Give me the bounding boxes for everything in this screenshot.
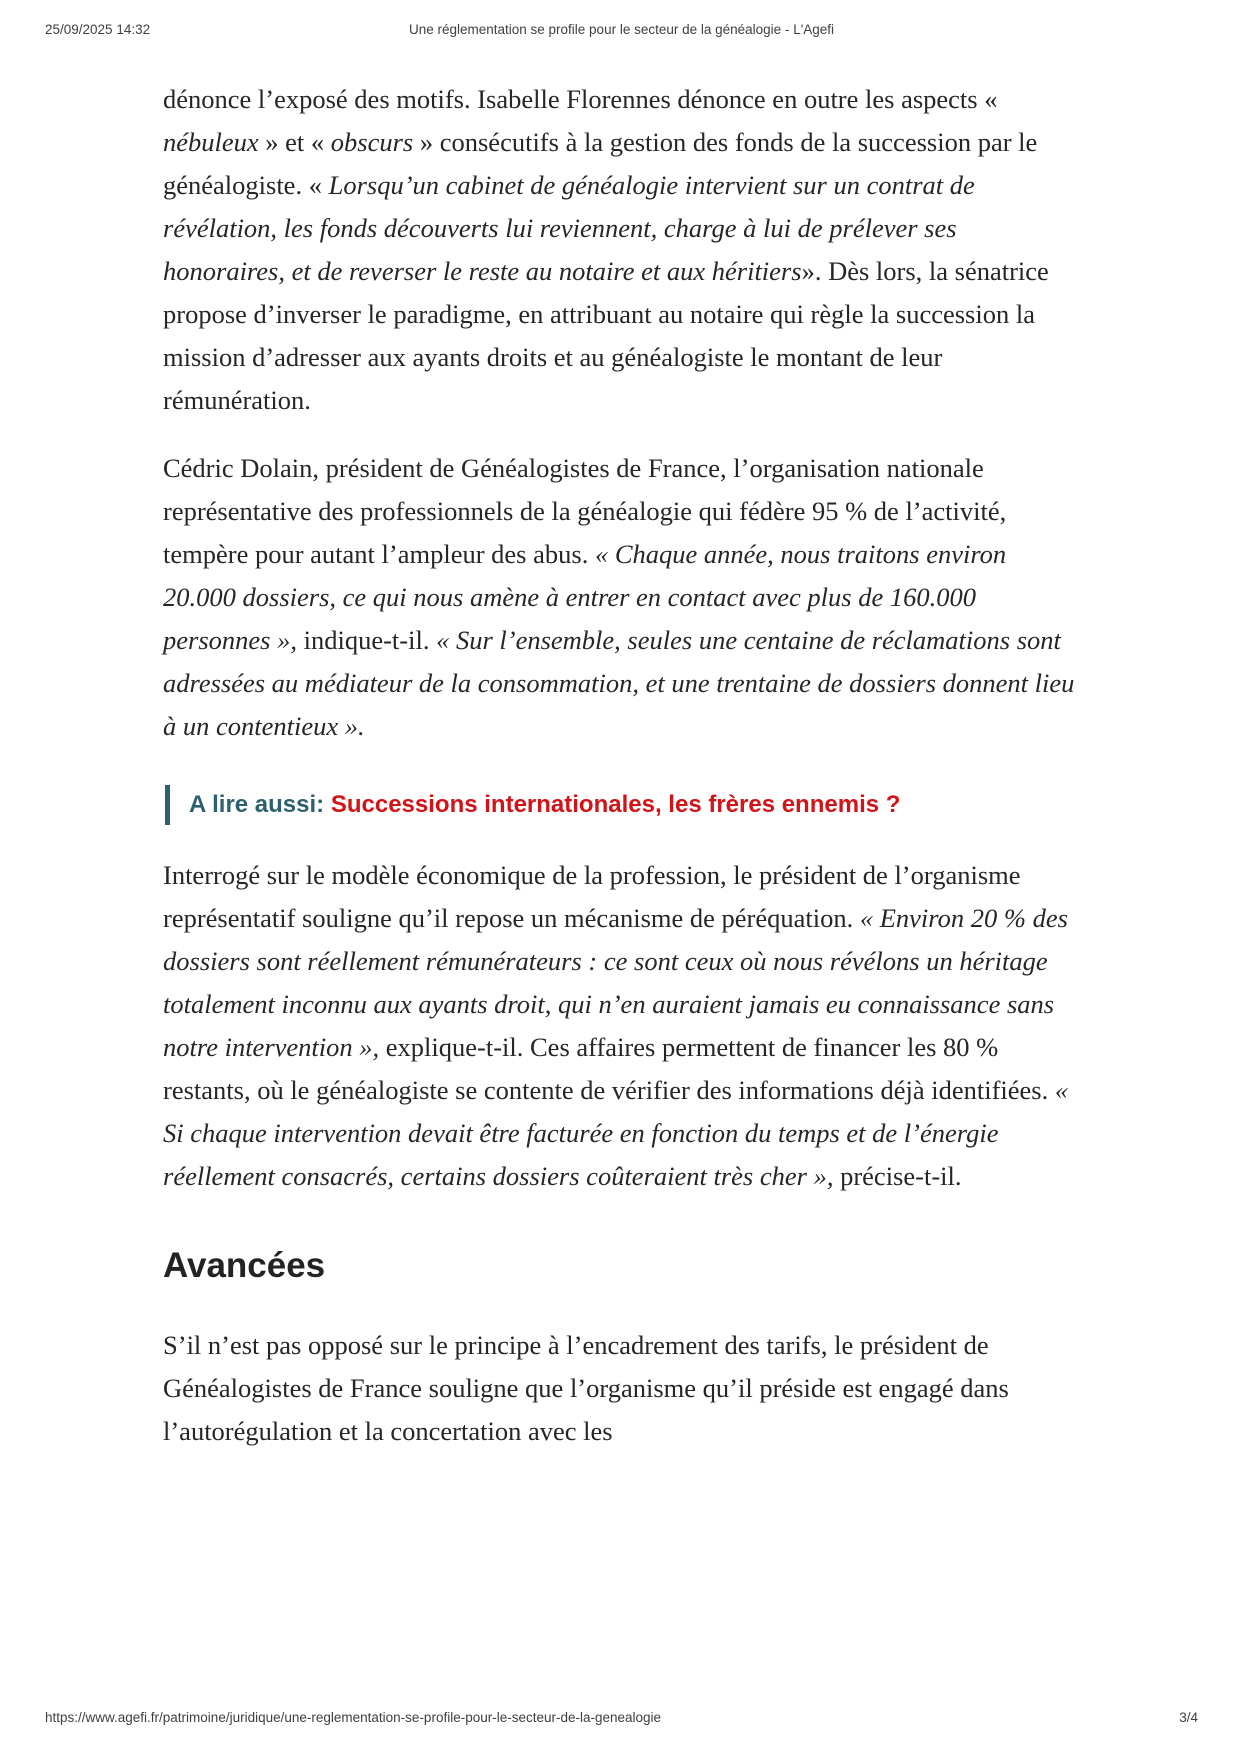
paragraph bbox=[163, 854, 1083, 1198]
paragraph-quote-italic: Lorsqu’un cabinet de généalogie intervient sur un contrat de révélation, les fonds découverts lui reviennent, charge à lui de prélever ses honoraires, et de reverser le reste au notaire et aux héritiers bbox=[163, 170, 975, 286]
print-url: https://www.agefi.fr/patrimoine/juridique/une-reglementation-se-profile-pour-le-secteur-de-la-genealogie bbox=[45, 1710, 662, 1725]
paragraph-text: » et « bbox=[258, 127, 331, 157]
paragraph bbox=[163, 78, 1083, 422]
paragraph-text: Cédric Dolain, président de Généalogistes de France, l’organisation nationale représentative des professionnels de la généalogie qui fédère 95 % de l’activité, tempère pour autant l’ampleur des abus. bbox=[163, 453, 1007, 569]
paragraph-quote-italic: « Chaque année, nous traitons environ 20.000 dossiers, ce qui nous amène à entrer en contact avec plus de 160.000 personnes », bbox=[163, 539, 1007, 655]
paragraph bbox=[163, 1324, 1083, 1453]
section-heading: Avancées bbox=[163, 1246, 326, 1285]
print-datetime: 25/09/2025 14:32 bbox=[45, 22, 151, 37]
paragraph-text: S’il n’est pas opposé sur le principe à l’encadrement des tarifs, le président de Généalogistes de France souligne que l’organisme qu’il préside est engagé dans l’autorégulation et la concertation avec les bbox=[163, 1330, 1009, 1446]
callout-link[interactable]: Successions internationales, les frères ennemis ? bbox=[330, 791, 901, 818]
paragraph-text: indique-t-il. bbox=[303, 625, 437, 655]
article-body bbox=[163, 78, 1083, 1478]
paragraph-text: ». Dès lors, la sénatrice propose d’inverser le paradigme, en attribuant au notaire qui règle la succession la mission d’adresser aux ayants droits et au généalogiste le montant de leur rémunération. bbox=[163, 256, 1049, 415]
print-header bbox=[45, 22, 1198, 42]
paragraph bbox=[163, 447, 1083, 748]
related-link-callout bbox=[165, 785, 1083, 825]
callout-label: A lire aussi: bbox=[189, 791, 325, 818]
paragraph-text: » consécutifs à la gestion des fonds de la succession par le généalogiste. « bbox=[163, 127, 1038, 200]
paragraph-text: précise-t-il. bbox=[840, 1161, 962, 1191]
print-page-number: 3/4 bbox=[1179, 1710, 1198, 1725]
paragraph-text-italic: obscurs bbox=[330, 127, 414, 157]
print-doc-title: Une réglementation se profile pour le secteur de la généalogie - L'Agefi bbox=[408, 22, 835, 37]
paragraph-text: explique-t-il. Ces affaires permettent de financer les 80 % restants, où le généalogiste se contente de vérifier des informations déjà identifiées. bbox=[163, 1032, 1055, 1105]
paragraph-quote-italic: « Environ 20 % des dossiers sont réellement rémunérateurs : ce sont ceux où nous révélons un héritage totalement inconnu aux ayants droit, qui n’en auraient jamais eu connaissance sans notre intervention », bbox=[163, 903, 1068, 1062]
paragraph-text: Interrogé sur le modèle économique de la profession, le président de l’organisme représentatif souligne qu’il repose un mécanisme de péréquation. bbox=[163, 860, 1021, 933]
paragraph-quote-italic: « Sur l’ensemble, seules une centaine de réclamations sont adressées au médiateur de la consommation, et une trentaine de dossiers donnent lieu à un contentieux ». bbox=[163, 625, 1075, 741]
paragraph-text-italic: nébuleux bbox=[163, 127, 259, 157]
paragraph-text: dénonce l’exposé des motifs. Isabelle Florennes dénonce en outre les aspects « bbox=[163, 84, 998, 114]
paragraph-quote-italic: « Si chaque intervention devait être facturée en fonction du temps et de l’énergie réellement consacrés, certains dossiers coûteraient très cher », bbox=[163, 1075, 1069, 1191]
print-footer bbox=[45, 1710, 1198, 1730]
